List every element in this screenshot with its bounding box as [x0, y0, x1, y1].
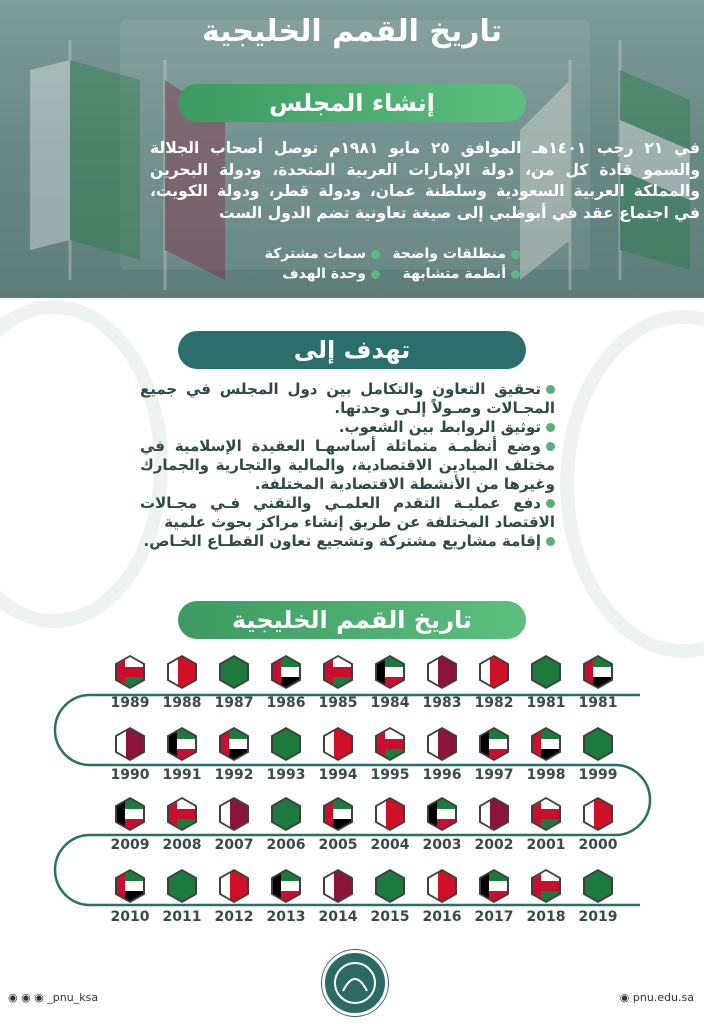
flag-fill — [481, 657, 507, 687]
logo-emblem — [325, 953, 385, 1013]
feature-label: سمات مشتركة — [264, 246, 366, 262]
flag-fill — [585, 729, 611, 759]
flag-fill — [325, 871, 351, 901]
goal-item — [140, 494, 555, 532]
feature-item — [403, 266, 520, 282]
timeline-year: 2014 — [318, 909, 358, 925]
website-text: pnu.edu.sa — [632, 991, 694, 1004]
goal-item — [140, 380, 555, 418]
flag-fill — [429, 657, 455, 687]
timeline-year: 2017 — [474, 909, 514, 925]
timeline-year: 1981 — [578, 695, 618, 711]
timeline-year: 1991 — [162, 767, 202, 783]
goals-list — [140, 380, 555, 551]
goal-text: وضع أنظمـة متماثلة أساسهـا العقيدة الإسلامية في مختلف الميادين الاقتصادية، والمالية والتجارية والجمارك وغيرها من الأنشطة الاقتصادية المختلفة. — [140, 437, 555, 493]
social-links[interactable] — [8, 991, 98, 1004]
flag-fill — [377, 729, 403, 759]
timeline-year: 1990 — [110, 767, 150, 783]
flag-fill — [585, 657, 611, 687]
flag-fill — [117, 871, 143, 901]
bullet-icon — [371, 250, 380, 259]
feature-label: أنظمة متشابهة — [402, 266, 506, 282]
flag-fill — [221, 799, 247, 829]
flag-fill — [221, 871, 247, 901]
bullet-icon — [546, 423, 555, 432]
feature-label: وحدة الهدف — [282, 266, 366, 282]
timeline-year: 2018 — [526, 909, 566, 925]
timeline-year: 2009 — [110, 837, 150, 853]
bullet-icon — [546, 442, 555, 451]
flag-fill — [273, 657, 299, 687]
flag-fill — [533, 729, 559, 759]
website-link[interactable] — [620, 991, 694, 1004]
timeline-year: 2001 — [526, 837, 566, 853]
timeline-year: 1992 — [214, 767, 254, 783]
timeline-year: 1997 — [474, 767, 514, 783]
bullet-icon — [371, 270, 380, 279]
flag-fill — [169, 799, 195, 829]
goal-item — [140, 437, 555, 494]
goals-heading: تهدف إلى — [178, 331, 526, 369]
flag-fill — [221, 729, 247, 759]
goal-text: توثيق الروابط بين الشعوب. — [338, 418, 541, 436]
timeline-year: 2010 — [110, 909, 150, 925]
flag-fill — [221, 657, 247, 687]
timeline-year: 2003 — [422, 837, 462, 853]
goal-item — [140, 418, 555, 437]
flag-fill — [481, 729, 507, 759]
feature-item — [392, 246, 520, 262]
background-decoration — [560, 310, 704, 658]
flag-fill — [533, 799, 559, 829]
timeline-year: 2011 — [162, 909, 202, 925]
timeline-year: 1993 — [266, 767, 306, 783]
flag-fill — [377, 871, 403, 901]
bullet-icon — [511, 270, 520, 279]
pnu-logo — [322, 950, 388, 1016]
bullet-icon — [546, 385, 555, 394]
flag-fill — [169, 871, 195, 901]
flag-fill — [273, 799, 299, 829]
flag-fill — [169, 657, 195, 687]
page-title: تاريخ القمم الخليجية — [201, 14, 503, 49]
flag-fill — [117, 799, 143, 829]
feature-label: منطلقات واضحة — [392, 246, 506, 262]
timeline-year: 1996 — [422, 767, 462, 783]
timeline-year: 2006 — [266, 837, 306, 853]
timeline-year: 1999 — [578, 767, 618, 783]
flag-fill — [429, 729, 455, 759]
flag-fill — [273, 871, 299, 901]
social-handle: _pnu_ksa — [47, 991, 99, 1004]
timeline-year: 2008 — [162, 837, 202, 853]
goal-text: دفع عمليـة التقدم العلمـي والتقني فـي مجـالات الاقتصاد المختلفة عن طريق إنشاء مراكز بحوث علمية — [140, 494, 555, 531]
flag-fill — [169, 729, 195, 759]
timeline-year: 1986 — [266, 695, 306, 711]
timeline-year: 2012 — [214, 909, 254, 925]
timeline-year: 1981 — [526, 695, 566, 711]
timeline-year: 1984 — [370, 695, 410, 711]
timeline-year: 2016 — [422, 909, 462, 925]
flag-fill — [325, 657, 351, 687]
timeline-year: 1989 — [110, 695, 150, 711]
flag-fill — [481, 799, 507, 829]
goal-text: تحقيق التعاون والتكامل بين دول المجلس في جميع المجـالات وصـولاً إلـى وحدتها. — [140, 380, 555, 417]
council-heading: إنشاء المجلس — [178, 84, 526, 122]
bullet-icon — [546, 537, 555, 546]
flag-fill — [325, 729, 351, 759]
timeline-year: 1985 — [318, 695, 358, 711]
timeline-year: 1998 — [526, 767, 566, 783]
timeline-year: 2002 — [474, 837, 514, 853]
flag-fill — [117, 729, 143, 759]
flag-fill — [377, 799, 403, 829]
timeline-year: 1983 — [422, 695, 462, 711]
timeline-year: 1982 — [474, 695, 514, 711]
flag-fill — [429, 871, 455, 901]
social-icons[interactable]: ◉ ◉ ◉ — [8, 991, 48, 1004]
flag-fill — [533, 871, 559, 901]
globe-icon: ◉ — [619, 991, 633, 1004]
flag-fill — [533, 657, 559, 687]
timeline-year: 2000 — [578, 837, 618, 853]
flag-fill — [377, 657, 403, 687]
timeline-year: 1988 — [162, 695, 202, 711]
flag-fill — [117, 657, 143, 687]
flag-fill — [273, 729, 299, 759]
feature-item — [282, 266, 380, 282]
bullet-icon — [511, 250, 520, 259]
timeline-year: 2013 — [266, 909, 306, 925]
goal-item — [140, 532, 555, 551]
flag-fill — [585, 799, 611, 829]
timeline-year: 2004 — [370, 837, 410, 853]
flag-fill — [481, 871, 507, 901]
timeline-year: 2005 — [318, 837, 358, 853]
goal-text: إقامة مشاريع مشتركة وتشجيع تعاون القطـاع الخـاص. — [143, 532, 541, 550]
timeline-heading: تاريخ القمم الخليجية — [178, 601, 526, 639]
timeline-year: 1994 — [318, 767, 358, 783]
council-intro: في ٢١ رجب ١٤٠١هـ الموافق ٢٥ مايو ١٩٨١م توصل أصحاب الجلالة والسمو قادة كل من، دولة الإمارات العربية المتحدة، ودولة البحرين والمملكة العربية السعودية وسلطنة عمان، ودولة قطر، ودولة الكويت، في اجتماع عقد في أبوظبي إلى صيغة تعاونية تضم الدول الست — [150, 139, 700, 222]
flag-fill — [325, 799, 351, 829]
flag-fill — [429, 799, 455, 829]
flag-fill — [585, 871, 611, 901]
timeline-year: 1987 — [214, 695, 254, 711]
timeline-year: 2015 — [370, 909, 410, 925]
timeline-year: 1995 — [370, 767, 410, 783]
timeline-year: 2019 — [578, 909, 618, 925]
timeline-year: 2007 — [214, 837, 254, 853]
feature-item — [265, 246, 380, 262]
bullet-icon — [546, 499, 555, 508]
